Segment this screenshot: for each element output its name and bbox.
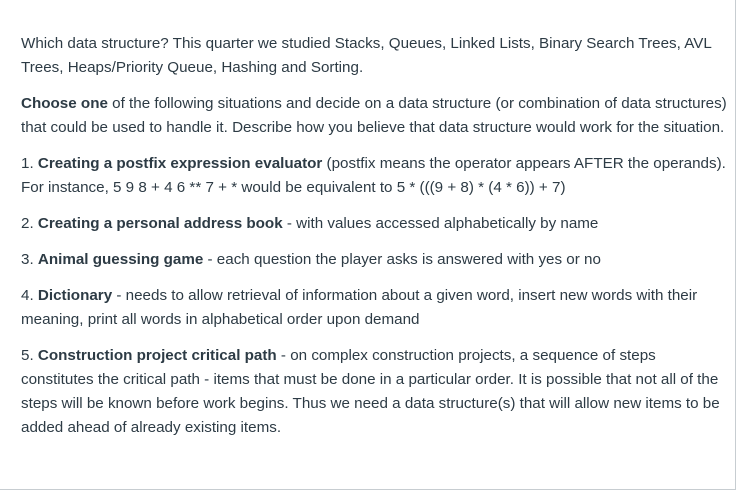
situation-number: 1.	[21, 155, 38, 172]
situation-number: 4.	[21, 287, 38, 304]
situation-title: Construction project critical path	[37, 347, 277, 364]
situation-5	[21, 344, 727, 440]
situation-number: 2.	[21, 215, 38, 232]
situation-title: Creating a postfix expression evaluator	[37, 155, 323, 172]
instructions-text: of the following situations and decide on a data structure (or combination of data structures) that could be used to handle it. Describe how you believe that data structure would work for the situation.	[21, 95, 727, 136]
situation-text: (postfix means the operator appears AFTER the operands). For instance, 5 9 8 + 4 6 ** 7 + * would be equivalent to 5 * (((9 + 8) * (4 * 6)) + 7)	[21, 155, 726, 196]
instructions-lead: Choose one	[21, 95, 108, 112]
situation-3	[21, 248, 727, 272]
intro-paragraph: Which data structure? This quarter we studied Stacks, Queues, Linked Lists, Binary Search Trees, AVL Trees, Heaps/Priority Queue, Hashing and Sorting.	[21, 35, 712, 76]
situation-1	[21, 152, 727, 200]
situation-text: - with values accessed alphabetically by name	[282, 215, 599, 232]
situation-4	[21, 284, 727, 332]
situation-number: 5.	[21, 347, 38, 364]
instructions-paragraph	[21, 92, 727, 140]
situation-2	[21, 212, 727, 236]
situation-title: Animal guessing game	[37, 251, 204, 268]
situation-text: - each question the player asks is answered with yes or no	[203, 251, 601, 268]
situation-number: 3.	[21, 251, 38, 268]
situation-title: Dictionary	[37, 287, 113, 304]
situation-text: - needs to allow retrieval of information about a given word, insert new words with their meaning, print all words in alphabetical order upon demand	[21, 287, 698, 328]
situation-title: Creating a personal address book	[37, 215, 283, 232]
assignment-description	[21, 32, 727, 452]
situation-text: - on complex construction projects, a sequence of steps constitutes the critical path - items that must be done in a particular order. It is possible that not all of the steps will be known before work begins. Thus we need a data structure(s) that will allow new items to be added ahead of already existing items.	[21, 347, 720, 436]
